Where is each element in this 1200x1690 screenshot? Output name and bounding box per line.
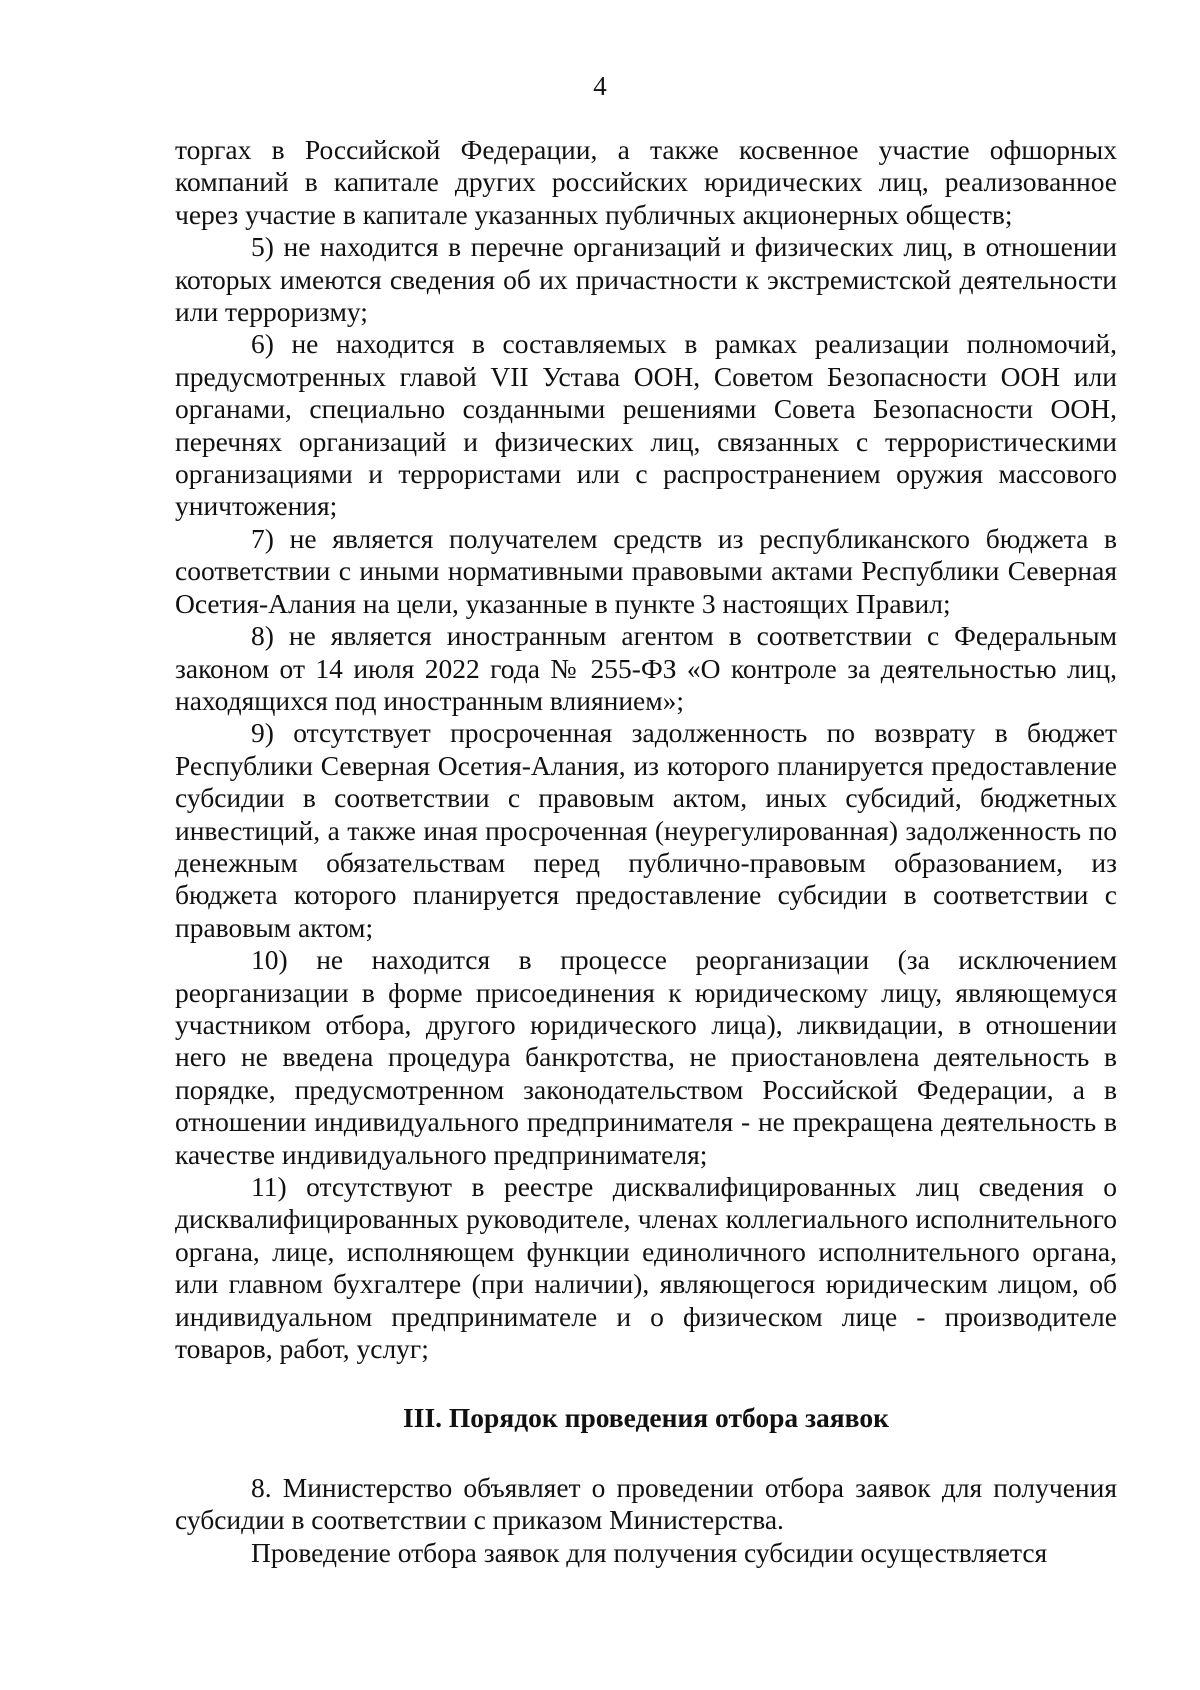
list-item-10: 10) не находится в процессе реорганизации (за исключением реорганизации в форме присоединения к юридическому лицу, являющемуся участником отбора, другого юридического лица), ликвидации, в отношении него не введена процедура банкротства, не приостановлена деятельность в порядке, предусмотренном законодательством Российской Федерации, а в отношении индивидуального предпринимателя - не прекращена деятельность в качестве индивидуального предпринимателя; (175, 944, 1117, 1170)
paragraph-continuation: торгах в Российской Федерации, а также косвенное участие офшорных компаний в капитале других российских юридических лиц, реализованное через участие в капитале указанных публичных акционерных обществ; (175, 134, 1117, 230)
list-item-6: 6) не находится в составляемых в рамках реализации полномочий, предусмотренных главой VII Устава ООН, Советом Безопасности ООН или органами, специально созданными решениями Совета Безопасности ООН, перечнях организаций и физических лиц, связанных с террористическими организациями и террористами или с распространением оружия массового уничтожения; (175, 328, 1117, 522)
list-item-5: 5) не находится в перечне организаций и физических лиц, в отношении которых имеются сведения об их причастности к экстремистской деятельности или терроризму; (175, 231, 1117, 328)
list-item-7: 7) не является получателем средств из республиканского бюджета в соответствии с иными нормативными правовыми актами Республики Северная Осетия-Алания на цели, указанные в пункте 3 настоящих Правил; (175, 522, 1117, 619)
list-item-9: 9) отсутствует просроченная задолженность по возврату в бюджет Республики Северная Осетия-Алания, из которого планируется предоставление субсидии в соответствии с правовым актом, иных субсидий, бюджетных инвестиций, а также иная просроченная (неурегулированная) задолженность по денежным обязательствам перед публично-правовым образованием, из бюджета которого планируется предоставление субсидии в соответствии с правовым актом; (175, 717, 1117, 943)
list-item-8: 8) не является иностранным агентом в соответствии с Федеральным законом от 14 июля 2022 года № 255-ФЗ «О контроле за деятельностью лиц, находящихся под иностранным влиянием»; (175, 620, 1117, 716)
section-heading: III. Порядок проведения отбора заявок (403, 1402, 889, 1434)
paragraph-last: Проведение отбора заявок для получения субсидии осуществляется (251, 1536, 1048, 1568)
page-number: 4 (593, 71, 607, 101)
clause-8: 8. Министерство объявляет о проведении отбора заявок для получения субсидии в соответствии с приказом Министерства. (175, 1471, 1117, 1536)
list-item-11: 11) отсутствуют в реестре дисквалифицированных лиц сведения о дисквалифицированных руководителе, членах коллегиального исполнительного органа, лице, исполняющем функции единоличного исполнительного органа, или главном бухгалтере (при наличии), являющегося юридическим лицом, об индивидуальном предпринимателе и о физическом лице - производителе товаров, работ, услуг; (175, 1171, 1117, 1365)
document-body (175, 134, 1117, 1569)
